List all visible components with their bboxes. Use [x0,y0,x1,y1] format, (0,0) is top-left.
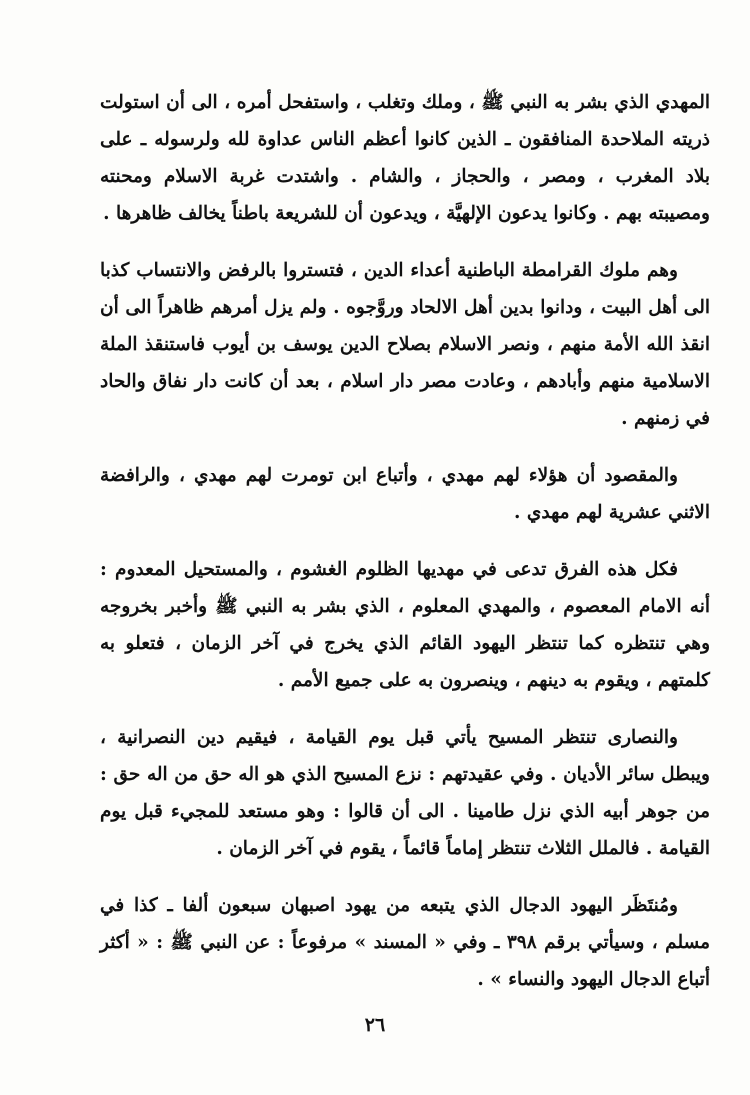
paragraph-2: وهم ملوك القرامطة الباطنية أعداء الدين ، فتستروا بالرفض والانتساب كذبا الى أهل البيت ، ودانوا بدين أهل الالحاد وروَّجوه . ولم يزل أمرهم ظاهراً الى أن انقذ الله الأمة منهم ، ونصر الاسلام بصلاح الدين يوسف بن أيوب فاستنقذ الملة الاسلامية منهم وأبادهم ، وعادت مصر دار اسلام ، بعد أن كانت دار نفاق والحاد في زمنهم . [100,260,710,429]
page-number: ٢٦ [364,1014,386,1036]
paragraph-5: والنصارى تنتظر المسيح يأتي قبل يوم القيامة ، فيقيم دين النصرانية ، ويبطل سائر الأديان . وفي عقيدتهم : نزع المسيح الذي هو اله حق من اله حق : من جوهر أبيه الذي نزل طامينا . الى أن قالوا : وهو مستعد للمجيء قبل يوم القيامة . فالملل الثلاث تنتظر إماماً قائماً ، يقوم في آخر الزمان . [100,727,710,859]
paragraph-3: والمقصود أن هؤلاء لهم مهدي ، وأتباع ابن تومرت لهم مهدي ، والرافضة الاثني عشرية لهم مهدي . [100,465,710,523]
paragraph-1: المهدي الذي بشر به النبي ﷺ ، وملك وتغلب ، واستفحل أمره ، الى أن استولت ذريته الملاحدة المنافقون ـ الذين كانوا أعظم الناس عداوة لله ولرسوله ـ على بلاد المغرب ، ومصر ، والحجاز ، والشام . واشتدت غربة الاسلام ومحنته ومصيبته بهم . وكانوا يدعون الإلهيَّة ، ويدعون أن للشريعة باطناً يخالف ظاهرها . [100,92,710,224]
body-text [100,84,710,998]
paragraph-4: فكل هذه الفرق تدعى في مهديها الظلوم الغشوم ، والمستحيل المعدوم : أنه الامام المعصوم ، والمهدي المعلوم ، الذي بشر به النبي ﷺ وأخبر بخروجه وهي تنتظره كما تنتظر اليهود القائم الذي يخرج في آخر الزمان ، فتعلو به كلمتهم ، ويقوم به دينهم ، وينصرون به على جميع الأمم . [100,559,710,691]
paragraph-6: ومُنتَظَر اليهود الدجال الذي يتبعه من يهود اصبهان سبعون ألفا ـ كذا في مسلم ، وسيأتي برقم ٣٩٨ ـ وفي « المسند » مرفوعاً : عن النبي ﷺ : « أكثر أتباع الدجال اليهود والنساء » . [100,895,710,990]
